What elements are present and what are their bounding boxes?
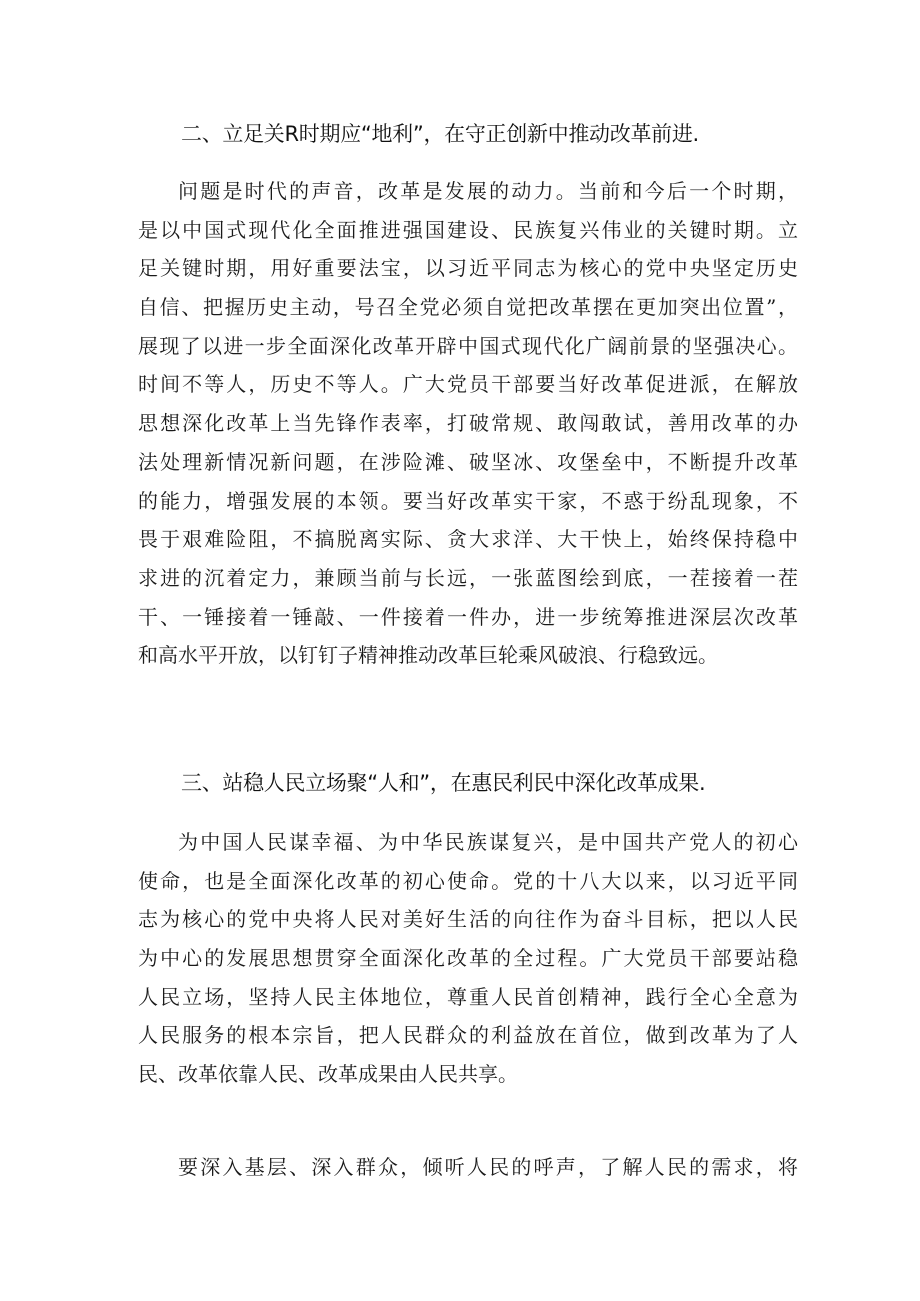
paragraph-line: 问题是时代的声音，改革是发展的动力。当前和今后一个时期， bbox=[178, 179, 798, 203]
section-heading-3: 三、站稳人民立场聚“人和”，在惠民利民中深化改革成果. bbox=[181, 771, 706, 795]
paragraph-line: 足关键时期，用好重要法宝，以习近平同志为核心的党中央坚定历史 bbox=[138, 256, 798, 281]
paragraph-line: 畏于艰难险阻，不搞脱离实际、贪大求洋、大干快上，始终保持稳中 bbox=[138, 527, 798, 552]
paragraph-line: 的能力，增强发展的本领。要当好改革实干家，不惑于纷乱现象，不 bbox=[138, 488, 798, 513]
paragraph-line: 是以中国式现代化全面推进强国建设、民族复兴伟业的关键时期。立 bbox=[138, 217, 798, 242]
paragraph-line: 时间不等人，历史不等人。广大党员干部要当好改革促进派，在解放 bbox=[138, 372, 798, 397]
paragraph-line: 使命，也是全面深化改革的初心使命。党的十八大以来，以习近平同 bbox=[138, 868, 798, 893]
paragraph-line: 自信、把握历史主动，号召全党必须自觉把改革摆在更加突出位置”， bbox=[138, 295, 798, 320]
paragraph-line: 思想深化改革上当先锋作表率，打破常规、敢闯敢试，善用改革的办 bbox=[138, 411, 798, 436]
paragraph-line: 民、改革依靠人民、改革成果由人民共享。 bbox=[138, 1062, 518, 1087]
paragraph-line: 志为核心的党中央将人民对美好生活的向往作为奋斗目标，把以人民 bbox=[138, 907, 798, 932]
section-heading-2: 二、立足关R时期应“地利”，在守正创新中推动改革前进. bbox=[181, 122, 699, 146]
paragraph-line: 法处理新情况新问题，在涉险滩、破坚冰、攻堡垒中，不断提升改革 bbox=[138, 449, 798, 474]
paragraph-line: 为中国人民谋幸福、为中华民族谋复兴，是中国共产党人的初心 bbox=[178, 830, 798, 854]
paragraph-line: 人民服务的根本宗旨，把人民群众的利益放在首位，做到改革为了人 bbox=[138, 1023, 798, 1048]
paragraph-line: 求进的沉着定力，兼顾当前与长远，一张蓝图绘到底，一茬接着一茬 bbox=[138, 565, 798, 590]
paragraph-line: 要深入基层、深入群众，倾听人民的呼声，了解人民的需求，将 bbox=[178, 1155, 798, 1179]
paragraph-line: 干、一锤接着一锤敲、一件接着一件办，进一步统筹推进深层次改革 bbox=[138, 604, 798, 629]
paragraph-line: 和高水平开放，以钉钉子精神推动改革巨轮乘风破浪、行稳致远。 bbox=[138, 643, 718, 668]
paragraph-reform-period bbox=[138, 172, 798, 675]
paragraph-grassroots bbox=[138, 1148, 798, 1187]
paragraph-line: 为中心的发展思想贯穿全面深化改革的全过程。广大党员干部要站稳 bbox=[138, 946, 798, 971]
paragraph-people-centered bbox=[138, 823, 798, 1094]
paragraph-line: 展现了以进一步全面深化改革开辟中国式现代化广阔前景的坚强决心。 bbox=[138, 333, 798, 358]
paragraph-line: 人民立场，坚持人民主体地位，尊重人民首创精神，践行全心全意为 bbox=[138, 984, 798, 1009]
